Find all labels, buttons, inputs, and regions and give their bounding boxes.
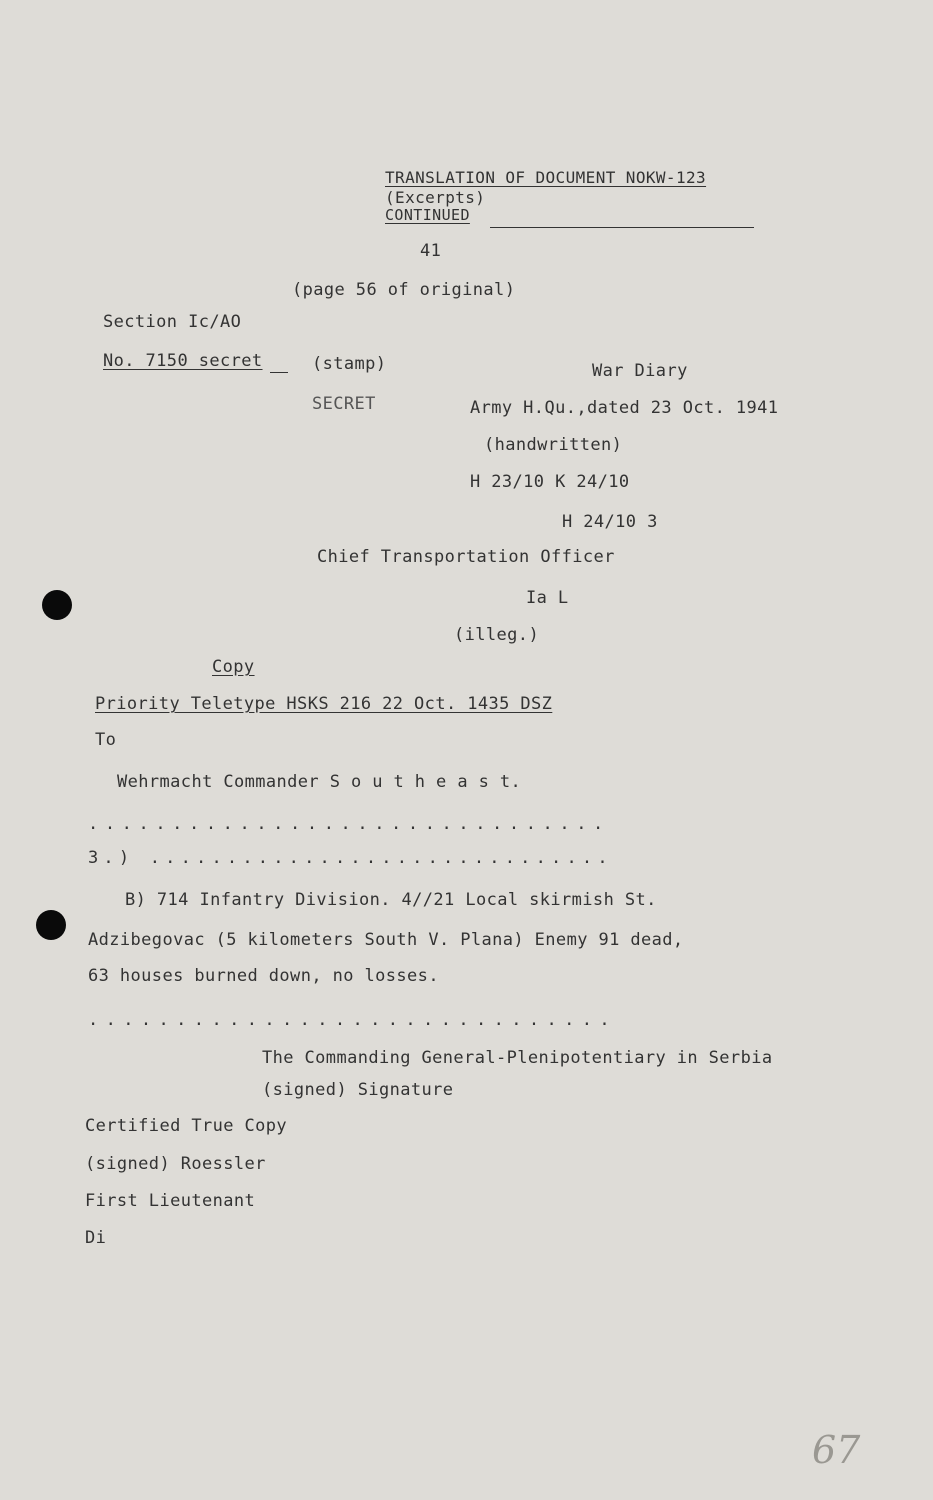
ia-label: Ia L	[526, 588, 569, 608]
paragraph-line-2: Adzibegovac (5 kilometers South V. Plana) Enemy 91 dead,	[88, 930, 684, 950]
document-title: TRANSLATION OF DOCUMENT NOKW-123	[385, 168, 707, 187]
punch-hole-top	[42, 590, 72, 620]
header-rule	[490, 227, 754, 228]
war-diary-label: War Diary	[592, 361, 688, 381]
ellipsis-row-2: ..............................	[88, 1010, 618, 1030]
addressee: Wehrmacht Commander S o u t h e a s t.	[117, 772, 522, 792]
handwritten-page-number: 67	[812, 1428, 861, 1472]
handwritten-line-2: H 24/10 3	[562, 512, 658, 532]
document-continued: CONTINUED	[385, 206, 470, 224]
copy-label: Copy	[212, 657, 255, 677]
rank-label: First Lieutenant	[85, 1191, 256, 1211]
illegible-note: (illeg.)	[454, 625, 540, 645]
signed-roessler: (signed) Roessler	[85, 1154, 266, 1174]
item-3: 3.) ..............................	[88, 848, 613, 868]
reference-rule	[270, 372, 288, 373]
document-subtitle: (Excerpts)	[385, 188, 486, 207]
paragraph-line-3: 63 houses burned down, no losses.	[88, 966, 439, 986]
section-label: Section Ic/AO	[103, 312, 242, 332]
secret-stamp: SECRET	[312, 394, 376, 414]
page-reference: (page 56 of original)	[292, 280, 516, 300]
typist-initials: Di	[85, 1228, 107, 1248]
handwritten-label: (handwritten)	[484, 435, 623, 455]
chief-transportation-officer: Chief Transportation Officer	[317, 547, 615, 567]
handwritten-line-1: H 23/10 K 24/10	[470, 472, 630, 492]
stamp-label: (stamp)	[312, 354, 387, 374]
army-hq-date: Army H.Qu.,dated 23 Oct. 1941	[470, 398, 779, 418]
to-label: To	[95, 730, 117, 750]
reference-number: No. 7150 secret	[103, 351, 263, 371]
paragraph-line-1: B) 714 Infantry Division. 4//21 Local skirmish St.	[125, 890, 657, 910]
document-number: 41	[420, 241, 442, 261]
certified-true-copy: Certified True Copy	[85, 1116, 288, 1136]
ellipsis-row-1: ...............................	[88, 814, 610, 834]
priority-teletype: Priority Teletype HSKS 216 22 Oct. 1435 DSZ	[95, 694, 553, 714]
signer-title: The Commanding General-Plenipotentiary in Serbia	[262, 1048, 773, 1068]
punch-hole-bottom	[36, 910, 66, 940]
signed-signature: (signed) Signature	[262, 1080, 454, 1100]
